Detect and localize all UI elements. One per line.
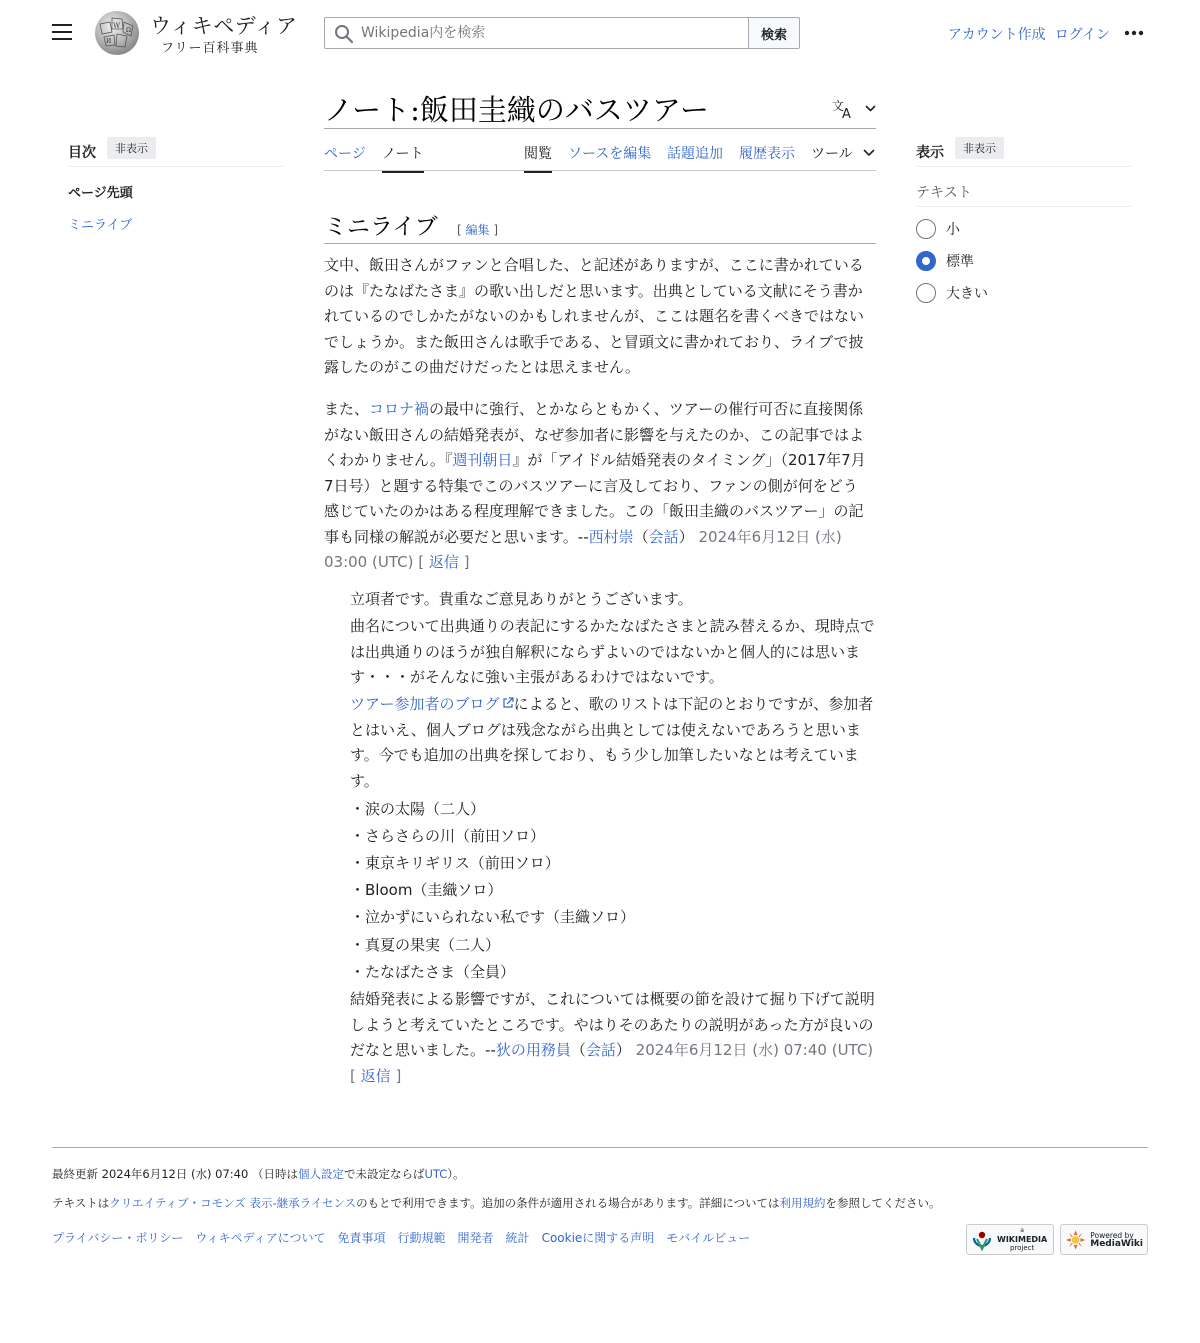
menu-bar xyxy=(52,38,72,40)
title-divider xyxy=(324,128,876,129)
song-item: ・さらさらの川（前田ソロ） xyxy=(350,827,546,845)
footer-text: を参照してください。 xyxy=(825,1196,941,1210)
reply-control xyxy=(418,553,469,571)
preferences-link[interactable]: 個人設定 xyxy=(297,1167,344,1181)
menu-bar xyxy=(52,24,72,26)
svg-text:A: A xyxy=(842,107,851,120)
tab-tools[interactable] xyxy=(811,143,875,171)
reply-button[interactable]: 返信 xyxy=(360,1066,391,1085)
comment-paragraph xyxy=(324,397,872,576)
footer-links xyxy=(52,1229,750,1246)
bracket: [ xyxy=(350,1066,356,1085)
paren: （ xyxy=(570,1041,586,1059)
badge-text: project xyxy=(1009,1244,1035,1252)
text-size-label: テキスト xyxy=(916,185,972,201)
toc-heading: 目次 xyxy=(68,145,96,161)
footer-link-disclaimer[interactable]: 免責事項 xyxy=(337,1231,386,1245)
appearance-heading: 表示 xyxy=(916,145,944,161)
language-icon[interactable] xyxy=(832,98,878,120)
comment-text: 』が「アイドル結婚発表のタイミング」（2017年7月7日号）と題する特集でこのバスツアーに言及しており、ファンの側が何をどう感じていたのかはある程度理解できました。この「飯田圭織のバスツアー」の記事も同様の解説が必要だと思います。-- xyxy=(324,451,866,546)
page-title: ノート:飯田圭織のバスツアー xyxy=(324,93,710,127)
mediawiki-logo-icon xyxy=(1065,1229,1086,1251)
song-item: ・泣かずにいられない私です（圭織ソロ） xyxy=(350,908,636,926)
user-links xyxy=(948,24,1110,44)
footer-link-privacy[interactable]: プライバシー・ポリシー xyxy=(52,1231,184,1245)
paren: ） xyxy=(615,1041,631,1059)
search-box[interactable] xyxy=(324,17,749,49)
link-weekly-asahi[interactable]: 週刊朝日 xyxy=(452,451,513,469)
timestamp: 2024年6月12日 (水) 03:00 (UTC) xyxy=(324,527,842,571)
comment-paragraph: 文中、飯田さんがファンと合唱した、と記述がありますが、ここに書かれているのは『たなばたさま』の歌い出しだと思います。出典としている文献にそう書かれているのでしかたがないのかもしれませんが、ここは題名を書くべきではないでしょうか。また飯田さんは歌手である、と冒頭文に書かれており、ライブで披露したのがこの曲だけだったとは思えません。 xyxy=(324,256,865,376)
user-talk-link[interactable]: 会話 xyxy=(585,1041,616,1059)
bracket: ] xyxy=(395,1066,402,1085)
footer-text: テキストは xyxy=(52,1196,110,1210)
section-edit xyxy=(457,221,498,238)
text-size-large-option[interactable] xyxy=(916,283,988,303)
search-button[interactable]: 検索 xyxy=(748,17,800,49)
song-item: ・涙の太陽（二人） xyxy=(350,800,486,818)
radio-label: 標準 xyxy=(946,254,974,270)
svg-text:Ω: Ω xyxy=(126,27,131,34)
reply-paragraph xyxy=(350,987,878,1089)
section-edit-link[interactable]: 編集 xyxy=(465,223,490,237)
external-link-icon xyxy=(502,697,514,709)
reply-text: 結婚発表による影響ですが、これについては概要の節を設けて掘り下げて説明しようと考えていたところです。やはりそのあたりの説明があった方が良いのだなと思いました。-- xyxy=(350,990,875,1059)
wikipedia-globe-icon[interactable] xyxy=(92,10,142,56)
radio-standard[interactable] xyxy=(916,251,936,271)
bracket: [ xyxy=(418,553,425,571)
toc-hide-button[interactable]: 非表示 xyxy=(107,137,156,159)
footer-text: 最終更新 2024年6月12日 (水) 07:40 （日時は xyxy=(52,1167,298,1181)
license-notice xyxy=(52,1195,941,1211)
footer-link-mobile[interactable]: モバイルビュー xyxy=(666,1231,751,1245)
tab-history[interactable]: 履歴表示 xyxy=(739,146,795,162)
comment-text: の最中に強行、とかならともかく、ツアーの催行可否に直接関係がない飯田さんの結婚発表が、なぜ参加者に影響を与えたのか、この記事ではよくわかりません。『 xyxy=(324,400,865,469)
song-item: ・Bloom（圭織ソロ） xyxy=(350,881,503,899)
song-item: ・真夏の果実（二人） xyxy=(350,936,501,954)
svg-text:W: W xyxy=(113,22,121,30)
chevron-down-icon xyxy=(863,148,875,158)
badge-text: MediaWiki xyxy=(1090,1238,1143,1249)
footer-link-code-of-conduct[interactable]: 行動規範 xyxy=(397,1231,446,1245)
reply-text: によると、歌のリストは下記のとおりですが、参加者とはいえ、個人ブログは残念ながら出典としては使えないであろうと思います。今でも追加の出典を探しており、もう少し加筆したいなとは考えています。 xyxy=(350,695,874,790)
text-size-small-option[interactable] xyxy=(916,219,960,239)
tour-blog-label: ツアー参加者のブログ xyxy=(350,695,500,713)
last-modified xyxy=(52,1166,465,1182)
badge-text: WIKIMEDIA xyxy=(997,1235,1048,1244)
create-account-link[interactable]: アカウント作成 xyxy=(947,27,1046,43)
paren: （ xyxy=(633,527,649,546)
utc-link[interactable]: UTC xyxy=(424,1167,448,1181)
tab-talk[interactable]: ノート xyxy=(382,143,424,173)
section-divider xyxy=(324,243,876,244)
footer-text: のもとで利用できます。追加の条件が適用される場合があります。詳細については xyxy=(356,1196,780,1210)
tab-edit-source[interactable]: ソースを編集 xyxy=(568,146,652,162)
reply-line: 立項者です。貴重なご意見ありがとうございます。 xyxy=(350,590,693,608)
terms-link[interactable]: 利用規約 xyxy=(779,1196,826,1210)
svg-text:И: И xyxy=(106,38,112,45)
text-size-divider xyxy=(916,206,1132,207)
logo-tagline: フリー百科事典 xyxy=(161,41,259,56)
mediawiki-badge[interactable] xyxy=(1060,1224,1148,1255)
radio-label: 小 xyxy=(946,222,960,238)
footer-link-cookie[interactable]: Cookieに関する声明 xyxy=(541,1231,655,1245)
toc-divider xyxy=(68,166,284,167)
search-input[interactable] xyxy=(325,18,748,48)
reply-button[interactable]: 返信 xyxy=(428,553,459,571)
menu-bar xyxy=(52,31,72,33)
footer-link-developers[interactable]: 開発者 xyxy=(457,1231,494,1245)
wikimedia-logo-icon xyxy=(971,1229,993,1251)
toc-item-minilive[interactable]: ミニライブ xyxy=(68,218,133,233)
section-heading: ミニライブ xyxy=(324,214,438,240)
reply-paragraph xyxy=(350,692,878,794)
song-item: ・たなばたさま（全員） xyxy=(350,963,516,981)
user-link[interactable]: 狄の用務員 xyxy=(495,1041,571,1059)
tour-blog-link[interactable] xyxy=(350,695,514,713)
bracket: [ xyxy=(457,223,462,237)
radio-small[interactable] xyxy=(916,219,936,239)
main-menu-button[interactable] xyxy=(52,24,72,42)
timestamp: 2024年6月12日 (水) 07:40 (UTC) xyxy=(635,1041,874,1059)
toc-item-top[interactable]: ページ先頭 xyxy=(68,186,133,201)
footer-link-statistics[interactable]: 統計 xyxy=(505,1231,530,1245)
search-icon xyxy=(334,24,354,44)
text-size-standard-option[interactable] xyxy=(916,251,974,271)
wikimedia-badge[interactable] xyxy=(966,1224,1054,1255)
cc-license-link[interactable]: クリエイティブ・コモンズ 表示-継承ライセンス xyxy=(109,1196,357,1210)
song-item: ・東京キリギリス（前田ソロ） xyxy=(350,854,560,872)
radio-label: 大きい xyxy=(946,286,988,302)
footer-divider xyxy=(52,1147,1148,1148)
bracket: ] xyxy=(463,553,470,571)
login-link[interactable]: ログイン xyxy=(1054,27,1110,43)
comment-text: また、 xyxy=(324,400,370,418)
more-options-icon[interactable] xyxy=(1124,26,1144,40)
appearance-hide-button[interactable]: 非表示 xyxy=(955,137,1004,159)
svg-text:文: 文 xyxy=(832,99,845,113)
reply-control xyxy=(350,1067,401,1085)
reply-paragraph: 曲名について出典通りの表記にするかたなばたさまと読み替えるか、現時点では出典通りのほうが独自解釈にならずよいのではないかと個人的には思います・・・がそんなに強い主張があるわけではないです。 xyxy=(350,617,875,686)
user-talk-link[interactable]: 会話 xyxy=(648,527,679,546)
footer-text: ）。 xyxy=(447,1167,465,1181)
appearance-divider xyxy=(916,166,1132,167)
link-corona[interactable]: コロナ禍 xyxy=(369,400,430,418)
tab-add-topic[interactable]: 話題追加 xyxy=(667,146,723,162)
user-link[interactable]: 西村崇 xyxy=(588,527,634,546)
paren: ） xyxy=(678,527,694,546)
tools-label: ツール xyxy=(811,146,853,162)
badge-text: Powered by xyxy=(1090,1230,1134,1240)
footer-text: で未設定ならば xyxy=(343,1167,425,1181)
logo-title[interactable]: ウィキペディア xyxy=(150,14,298,38)
tab-read[interactable]: 閲覧 xyxy=(524,143,552,173)
bracket: ] xyxy=(493,223,499,237)
badge-text: a xyxy=(1020,1227,1024,1234)
tabs-divider xyxy=(324,170,876,171)
tab-page[interactable]: ページ xyxy=(324,146,366,162)
radio-large[interactable] xyxy=(916,283,936,303)
footer-link-about[interactable]: ウィキペディアについて xyxy=(195,1231,326,1245)
